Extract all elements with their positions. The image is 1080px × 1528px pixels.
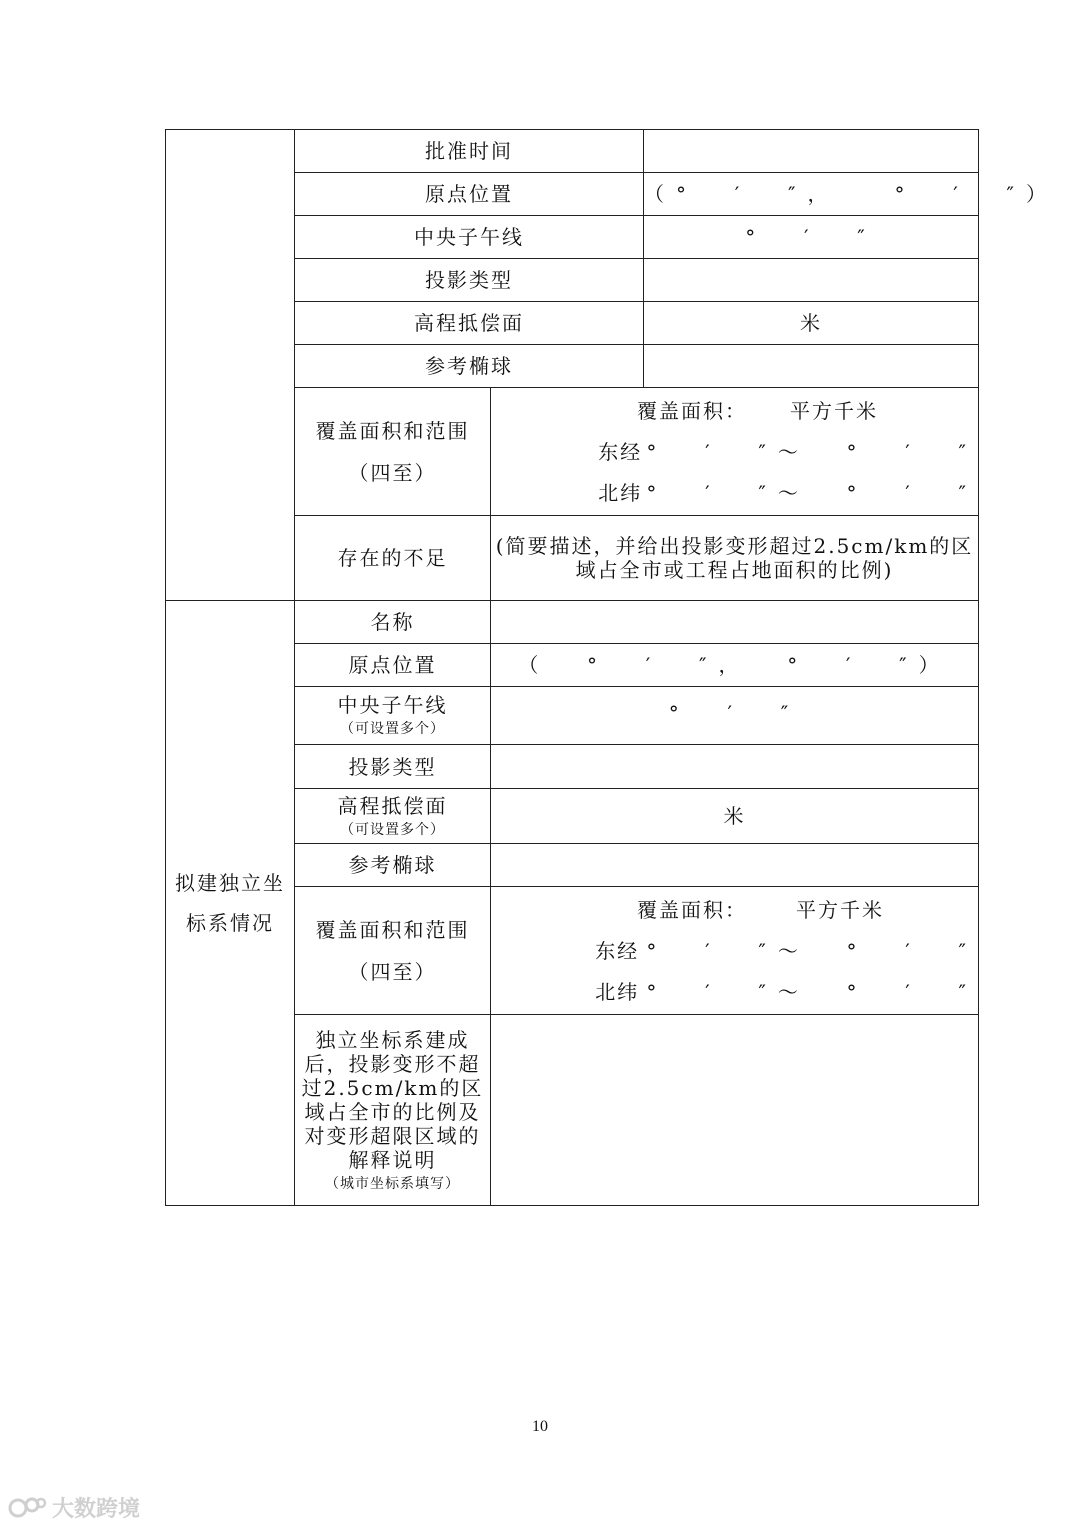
area-line bbox=[594, 390, 978, 431]
proposed-coverage-value-cell[interactable] bbox=[491, 887, 979, 1015]
central-meridian-value[interactable]: ° ′ ″ bbox=[644, 216, 979, 259]
elevation-surface-value[interactable] bbox=[644, 302, 979, 345]
proposed-projection-value[interactable] bbox=[491, 745, 979, 789]
proposed-north-latitude-range: ° ′ ″～ ° ′ ″ bbox=[646, 979, 978, 1004]
elevation-surface-label: 高程抵偿面 bbox=[295, 302, 644, 345]
proposed-name-value[interactable] bbox=[491, 601, 979, 644]
proposed-section-label-cell bbox=[166, 601, 295, 1206]
proposed-name-label: 名称 bbox=[295, 601, 491, 644]
elevation-unit: 米 bbox=[800, 311, 822, 335]
proposed-explanation-value[interactable] bbox=[491, 1015, 979, 1206]
coverage-label-cell bbox=[295, 388, 491, 516]
watermark bbox=[8, 1492, 140, 1523]
watermark-logo-icon bbox=[8, 1494, 48, 1522]
area-label: 覆盖面积： bbox=[637, 398, 747, 423]
proposed-origin-value[interactable]: （ ° ′ ″， ° ′ ″） bbox=[491, 644, 979, 687]
proposed-section-label: 拟建独立坐标系情况 bbox=[175, 871, 285, 935]
proposed-coverage-sub-label: （四至） bbox=[348, 959, 437, 984]
proposed-explanation-label: 独立坐标系建成后，投影变形不超过2.5cm/km的区域占全市的比例及对变形超限区域的解释说明 bbox=[301, 1027, 484, 1172]
proposed-elevation-value[interactable] bbox=[491, 789, 979, 844]
origin-value[interactable]: （° ′ ″， ° ′ ″） bbox=[644, 173, 979, 216]
proposed-elevation-note: （可设置多个） bbox=[340, 821, 445, 838]
approval-time-label: 批准时间 bbox=[295, 130, 644, 173]
proposed-east-longitude-range: ° ′ ″～ ° ′ ″ bbox=[646, 938, 978, 963]
proposed-north-latitude-label: 北纬 bbox=[595, 979, 640, 1004]
proposed-north-latitude-line bbox=[588, 971, 978, 1012]
projection-type-value[interactable] bbox=[644, 259, 979, 302]
approval-time-value[interactable] bbox=[644, 130, 979, 173]
origin-label: 原点位置 bbox=[295, 173, 644, 216]
upper-section-label-cell bbox=[166, 130, 295, 601]
proposed-projection-label: 投影类型 bbox=[295, 745, 491, 789]
north-latitude-label: 北纬 bbox=[598, 480, 643, 505]
north-latitude-line bbox=[594, 472, 978, 513]
proposed-explanation-note: （城市坐标系填写） bbox=[325, 1175, 460, 1192]
reference-ellipsoid-value[interactable] bbox=[644, 345, 979, 388]
coverage-label: 覆盖面积和范围 bbox=[315, 418, 470, 443]
area-unit: 平方千米 bbox=[790, 398, 878, 423]
proposed-ellipsoid-label: 参考椭球 bbox=[295, 844, 491, 887]
proposed-meridian-label: 中央子午线 bbox=[337, 693, 448, 718]
east-longitude-label: 东经 bbox=[598, 439, 643, 464]
proposed-east-longitude-label: 东经 bbox=[595, 938, 640, 963]
proposed-area-line bbox=[588, 889, 978, 930]
row-proposed-name bbox=[166, 601, 979, 644]
east-longitude-line bbox=[594, 431, 978, 472]
proposed-explanation-label-cell bbox=[295, 1015, 491, 1206]
proposed-ellipsoid-value[interactable] bbox=[491, 844, 979, 887]
east-longitude-range: ° ′ ″～ ° ′ ″ bbox=[646, 439, 978, 464]
row-approval-time bbox=[166, 130, 979, 173]
coordinate-system-form bbox=[165, 129, 1058, 1206]
proposed-east-longitude-line bbox=[588, 930, 978, 971]
proposed-area-unit: 平方千米 bbox=[796, 897, 884, 922]
proposed-coverage-label: 覆盖面积和范围 bbox=[315, 917, 470, 942]
proposed-coverage-label-cell bbox=[295, 887, 491, 1015]
coverage-sub-label: （四至） bbox=[348, 460, 437, 485]
reference-ellipsoid-label: 参考椭球 bbox=[295, 345, 644, 388]
proposed-meridian-value[interactable]: ° ′ ″ bbox=[491, 687, 979, 745]
page-number: 10 bbox=[532, 1418, 548, 1435]
proposed-meridian-label-cell bbox=[295, 687, 491, 745]
projection-type-label: 投影类型 bbox=[295, 259, 644, 302]
shortcomings-label: 存在的不足 bbox=[295, 516, 491, 601]
watermark-text: 大数跨境 bbox=[52, 1497, 141, 1522]
north-latitude-range: ° ′ ″～ ° ′ ″ bbox=[646, 480, 978, 505]
proposed-meridian-note: （可设置多个） bbox=[340, 721, 445, 738]
proposed-elevation-label: 高程抵偿面 bbox=[337, 793, 448, 818]
proposed-area-label: 覆盖面积： bbox=[637, 897, 747, 922]
proposed-elevation-label-cell bbox=[295, 789, 491, 844]
proposed-origin-label: 原点位置 bbox=[295, 644, 491, 687]
shortcomings-description[interactable]: (简要描述，并给出投影变形超过2.5cm/km的区域占全市或工程占地面积的比例) bbox=[491, 516, 979, 601]
central-meridian-label: 中央子午线 bbox=[295, 216, 644, 259]
coverage-value-cell[interactable] bbox=[491, 388, 979, 516]
proposed-elevation-unit: 米 bbox=[723, 804, 746, 828]
